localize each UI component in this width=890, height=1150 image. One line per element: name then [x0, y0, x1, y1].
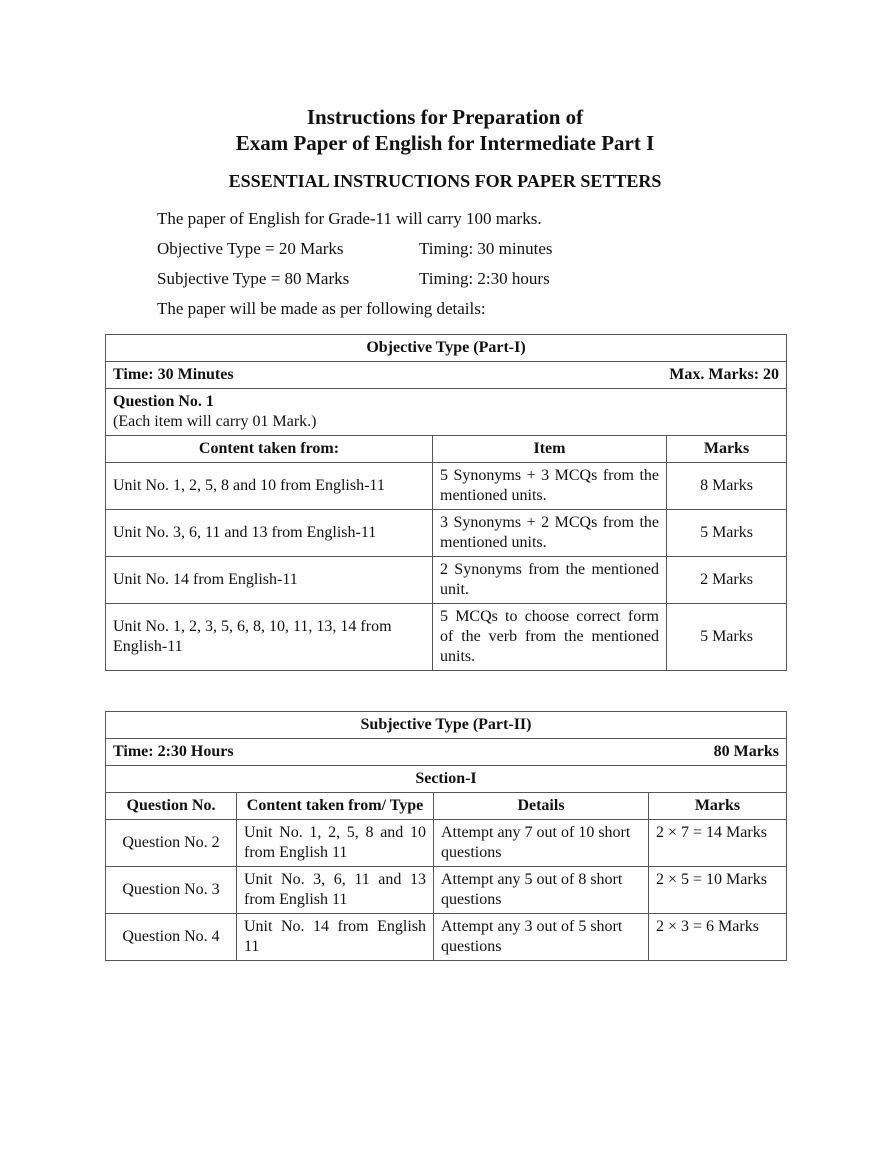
row-content: Unit No. 14 from English 11	[237, 914, 434, 961]
row-item: 5 Synonyms + 3 MCQs from the mentioned units.	[433, 463, 667, 510]
subjective-table-title: Subjective Type (Part-II)	[106, 712, 787, 739]
table-row	[106, 604, 787, 671]
row-item: 2 Synonyms from the mentioned unit.	[433, 557, 667, 604]
row-marks: 2 × 5 = 10 Marks	[649, 867, 787, 914]
question-1-header	[106, 389, 787, 436]
column-header-marks: Marks	[667, 436, 787, 463]
document-title-line2: Exam Paper of English for Intermediate Part I	[235, 131, 655, 155]
row-question: Question No. 4	[106, 914, 237, 961]
column-header-item: Item	[433, 436, 667, 463]
row-marks: 5 Marks	[667, 604, 787, 671]
row-item: 3 Synonyms + 2 MCQs from the mentioned units.	[433, 510, 667, 557]
row-marks: 5 Marks	[667, 510, 787, 557]
intro-details-note: The paper will be made as per following details:	[157, 299, 486, 318]
intro-objective-row	[157, 238, 890, 260]
subjective-marks: 80 Marks	[713, 743, 779, 760]
row-details: Attempt any 5 out of 8 short questions	[434, 867, 649, 914]
table-row	[106, 867, 787, 914]
table-row	[106, 820, 787, 867]
objective-table	[105, 334, 787, 671]
table-row	[106, 557, 787, 604]
document-subtitle: ESSENTIAL INSTRUCTIONS FOR PAPER SETTERS	[228, 171, 662, 191]
objective-time: Time: 30 Minutes	[113, 366, 234, 383]
intro-subjective-row	[157, 268, 890, 290]
objective-time-row	[106, 362, 787, 389]
intro-total-marks: The paper of English for Grade-11 will carry 100 marks.	[157, 209, 542, 228]
row-question: Question No. 2	[106, 820, 237, 867]
column-header-question: Question No.	[106, 793, 237, 820]
row-item: 5 MCQs to choose correct form of the verb from the mentioned units.	[433, 604, 667, 671]
subjective-marks-label: Subjective Type = 80 Marks	[157, 269, 350, 288]
row-content: Unit No. 1, 2, 3, 5, 6, 8, 10, 11, 13, 14 from English-11	[106, 604, 433, 671]
column-header-marks: Marks	[649, 793, 787, 820]
column-header-content-type: Content taken from/ Type	[237, 793, 434, 820]
question-1-label: Question No. 1	[113, 393, 214, 410]
row-marks: 2 × 3 = 6 Marks	[649, 914, 787, 961]
row-marks: 2 × 7 = 14 Marks	[649, 820, 787, 867]
document-title-line1: Instructions for Preparation of	[306, 105, 584, 129]
row-marks: 8 Marks	[667, 463, 787, 510]
row-marks: 2 Marks	[667, 557, 787, 604]
subjective-timing: Timing: 2:30 hours	[419, 269, 550, 288]
row-content: Unit No. 1, 2, 5, 8 and 10 from English 11	[237, 820, 434, 867]
intro-block	[157, 208, 890, 320]
row-details: Attempt any 3 out of 5 short questions	[434, 914, 649, 961]
objective-max-marks: Max. Marks: 20	[669, 366, 780, 383]
table-row	[106, 463, 787, 510]
row-details: Attempt any 7 out of 10 short questions	[434, 820, 649, 867]
subjective-table	[105, 711, 787, 961]
section-label: Section-I	[106, 766, 787, 793]
objective-marks-label: Objective Type = 20 Marks	[157, 239, 344, 258]
table-row	[106, 510, 787, 557]
column-header-details: Details	[434, 793, 649, 820]
objective-timing: Timing: 30 minutes	[419, 239, 553, 258]
subjective-time-row	[106, 739, 787, 766]
objective-table-title: Objective Type (Part-I)	[106, 335, 787, 362]
row-content: Unit No. 1, 2, 5, 8 and 10 from English-11	[106, 463, 433, 510]
row-question: Question No. 3	[106, 867, 237, 914]
row-content: Unit No. 3, 6, 11 and 13 from English-11	[106, 510, 433, 557]
row-content: Unit No. 3, 6, 11 and 13 from English 11	[237, 867, 434, 914]
column-header-content: Content taken from:	[106, 436, 433, 463]
table-row	[106, 914, 787, 961]
subjective-time: Time: 2:30 Hours	[113, 743, 234, 760]
row-content: Unit No. 14 from English-11	[106, 557, 433, 604]
question-1-note: (Each item will carry 01 Mark.)	[113, 413, 317, 430]
